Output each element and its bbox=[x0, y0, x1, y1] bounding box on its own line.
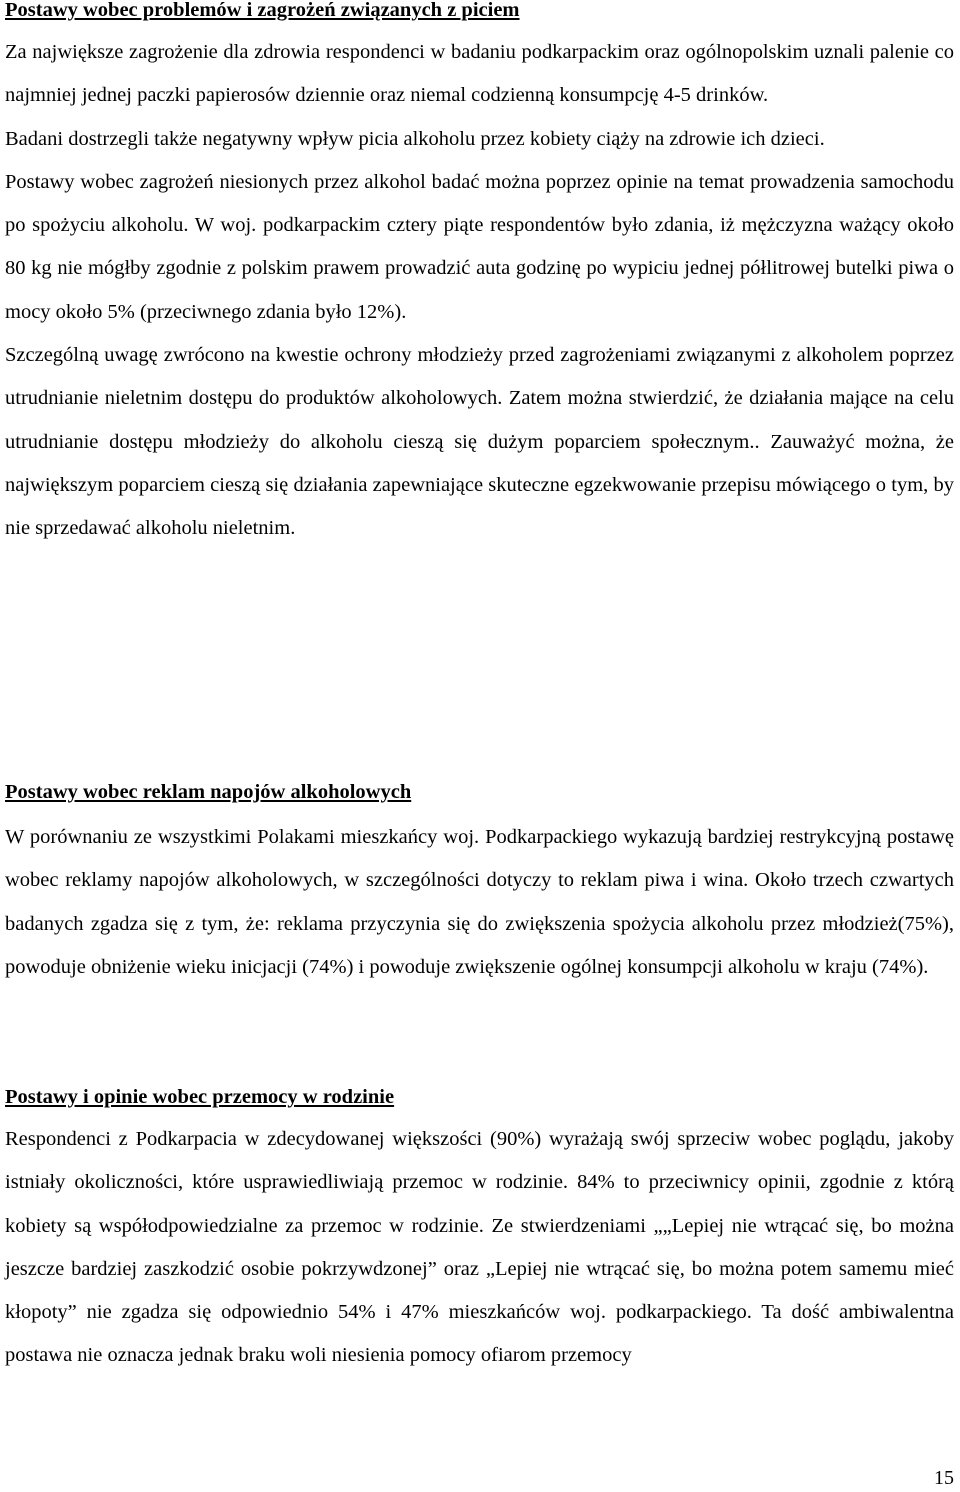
section-heading-drinking-problems: Postawy wobec problemów i zagrożeń związanych z piciem bbox=[5, 0, 520, 21]
paragraph-pregnancy: Badani dostrzegli także negatywny wpływ picia alkoholu przez kobiety ciąży na zdrowie ich dzieci. bbox=[5, 127, 825, 150]
section-heading-domestic-violence: Postawy i opinie wobec przemocy w rodzinie bbox=[5, 1086, 395, 1108]
paragraph-ads-attitudes: W porównaniu ze wszystkimi Polakami mieszkańcy woj. Podkarpackiego wykazują bardziej restrykcyjną postawę wobec reklamy napojów alkoholowych, w szczególności dotyczy to reklam piwa i wina. Około trzech czwartych badanych zgadza się z tym, że: reklama przyczynia się do zwiększenia spożycia alkoholu przez młodzież(75%), powoduje obniżenie wieku inicjacji (74%) i powoduje zwiększenie ogólnej konsumpcji alkoholu w kraju (74%). bbox=[5, 826, 954, 978]
section-heading-alcohol-ads: Postawy wobec reklam napojów alkoholowych bbox=[5, 781, 412, 803]
paragraph-health-threats: Za największe zagrożenie dla zdrowia respondenci w badaniu podkarpackim oraz ogólnopolskim uznali palenie co najmniej jednej paczki papierosów dziennie oraz niemal codzienną konsumpcję 4-5 drinków. bbox=[5, 41, 954, 107]
paragraph-driving: Postawy wobec zagrożeń niesionych przez alkohol badać można poprzez opinie na temat prowadzenia samochodu po spożyciu alkoholu. W woj. podkarpackim cztery piąte respondentów było zdania, iż mężczyzna ważący około 80 kg nie mógłby zgodnie z polskim prawem prowadzić auta godzinę po wypiciu jednej półlitrowej butelki piwa o mocy około 5% (przeciwnego zdania było 12%). bbox=[5, 170, 954, 323]
paragraph-youth-protection: Szczególną uwagę zwrócono na kwestie ochrony młodzieży przed zagrożeniami związanymi z alkoholem poprzez utrudnianie nieletnim dostępu do produktów alkoholowych. Zatem można stwierdzić, że działania mające na celu utrudnianie dostępu młodzieży do alkoholu cieszą się dużym poparciem społecznym.. Zauważyć można, że największym poparciem cieszą się działania zapewniające skuteczne egzekwowanie przepisu mówiącego o tym, by nie sprzedawać alkoholu nieletnim. bbox=[5, 344, 954, 540]
section-alcohol-ads bbox=[5, 816, 954, 989]
paragraph-violence-opinions: Respondenci z Podkarpacia w zdecydowanej większości (90%) wyrażają swój sprzeciw wobec poglądu, jakoby istniały okoliczności, które usprawiedliwiają przemoc w rodzinie. 84% to przeciwnicy opinii, zgodnie z którą kobiety są współodpowiedzialne za przemoc w rodzinie. Ze stwierdzeniami „„Lepiej nie wtrącać się, bo można jeszcze bardziej zaszkodzić osobie pokrzywdzonej” oraz „Lepiej nie wtrącać się, bo można potem samemu mieć kłopoty” nie zgadza się odpowiednio 54% i 47% mieszkańców woj. podkarpackiego. Ta dość ambiwalentna postawa nie oznacza jednak braku woli niesienia pomocy ofiarom przemocy bbox=[5, 1128, 954, 1367]
section-domestic-violence bbox=[5, 1118, 954, 1378]
page-number: 15 bbox=[934, 1467, 954, 1489]
section-drinking-problems bbox=[5, 31, 954, 551]
